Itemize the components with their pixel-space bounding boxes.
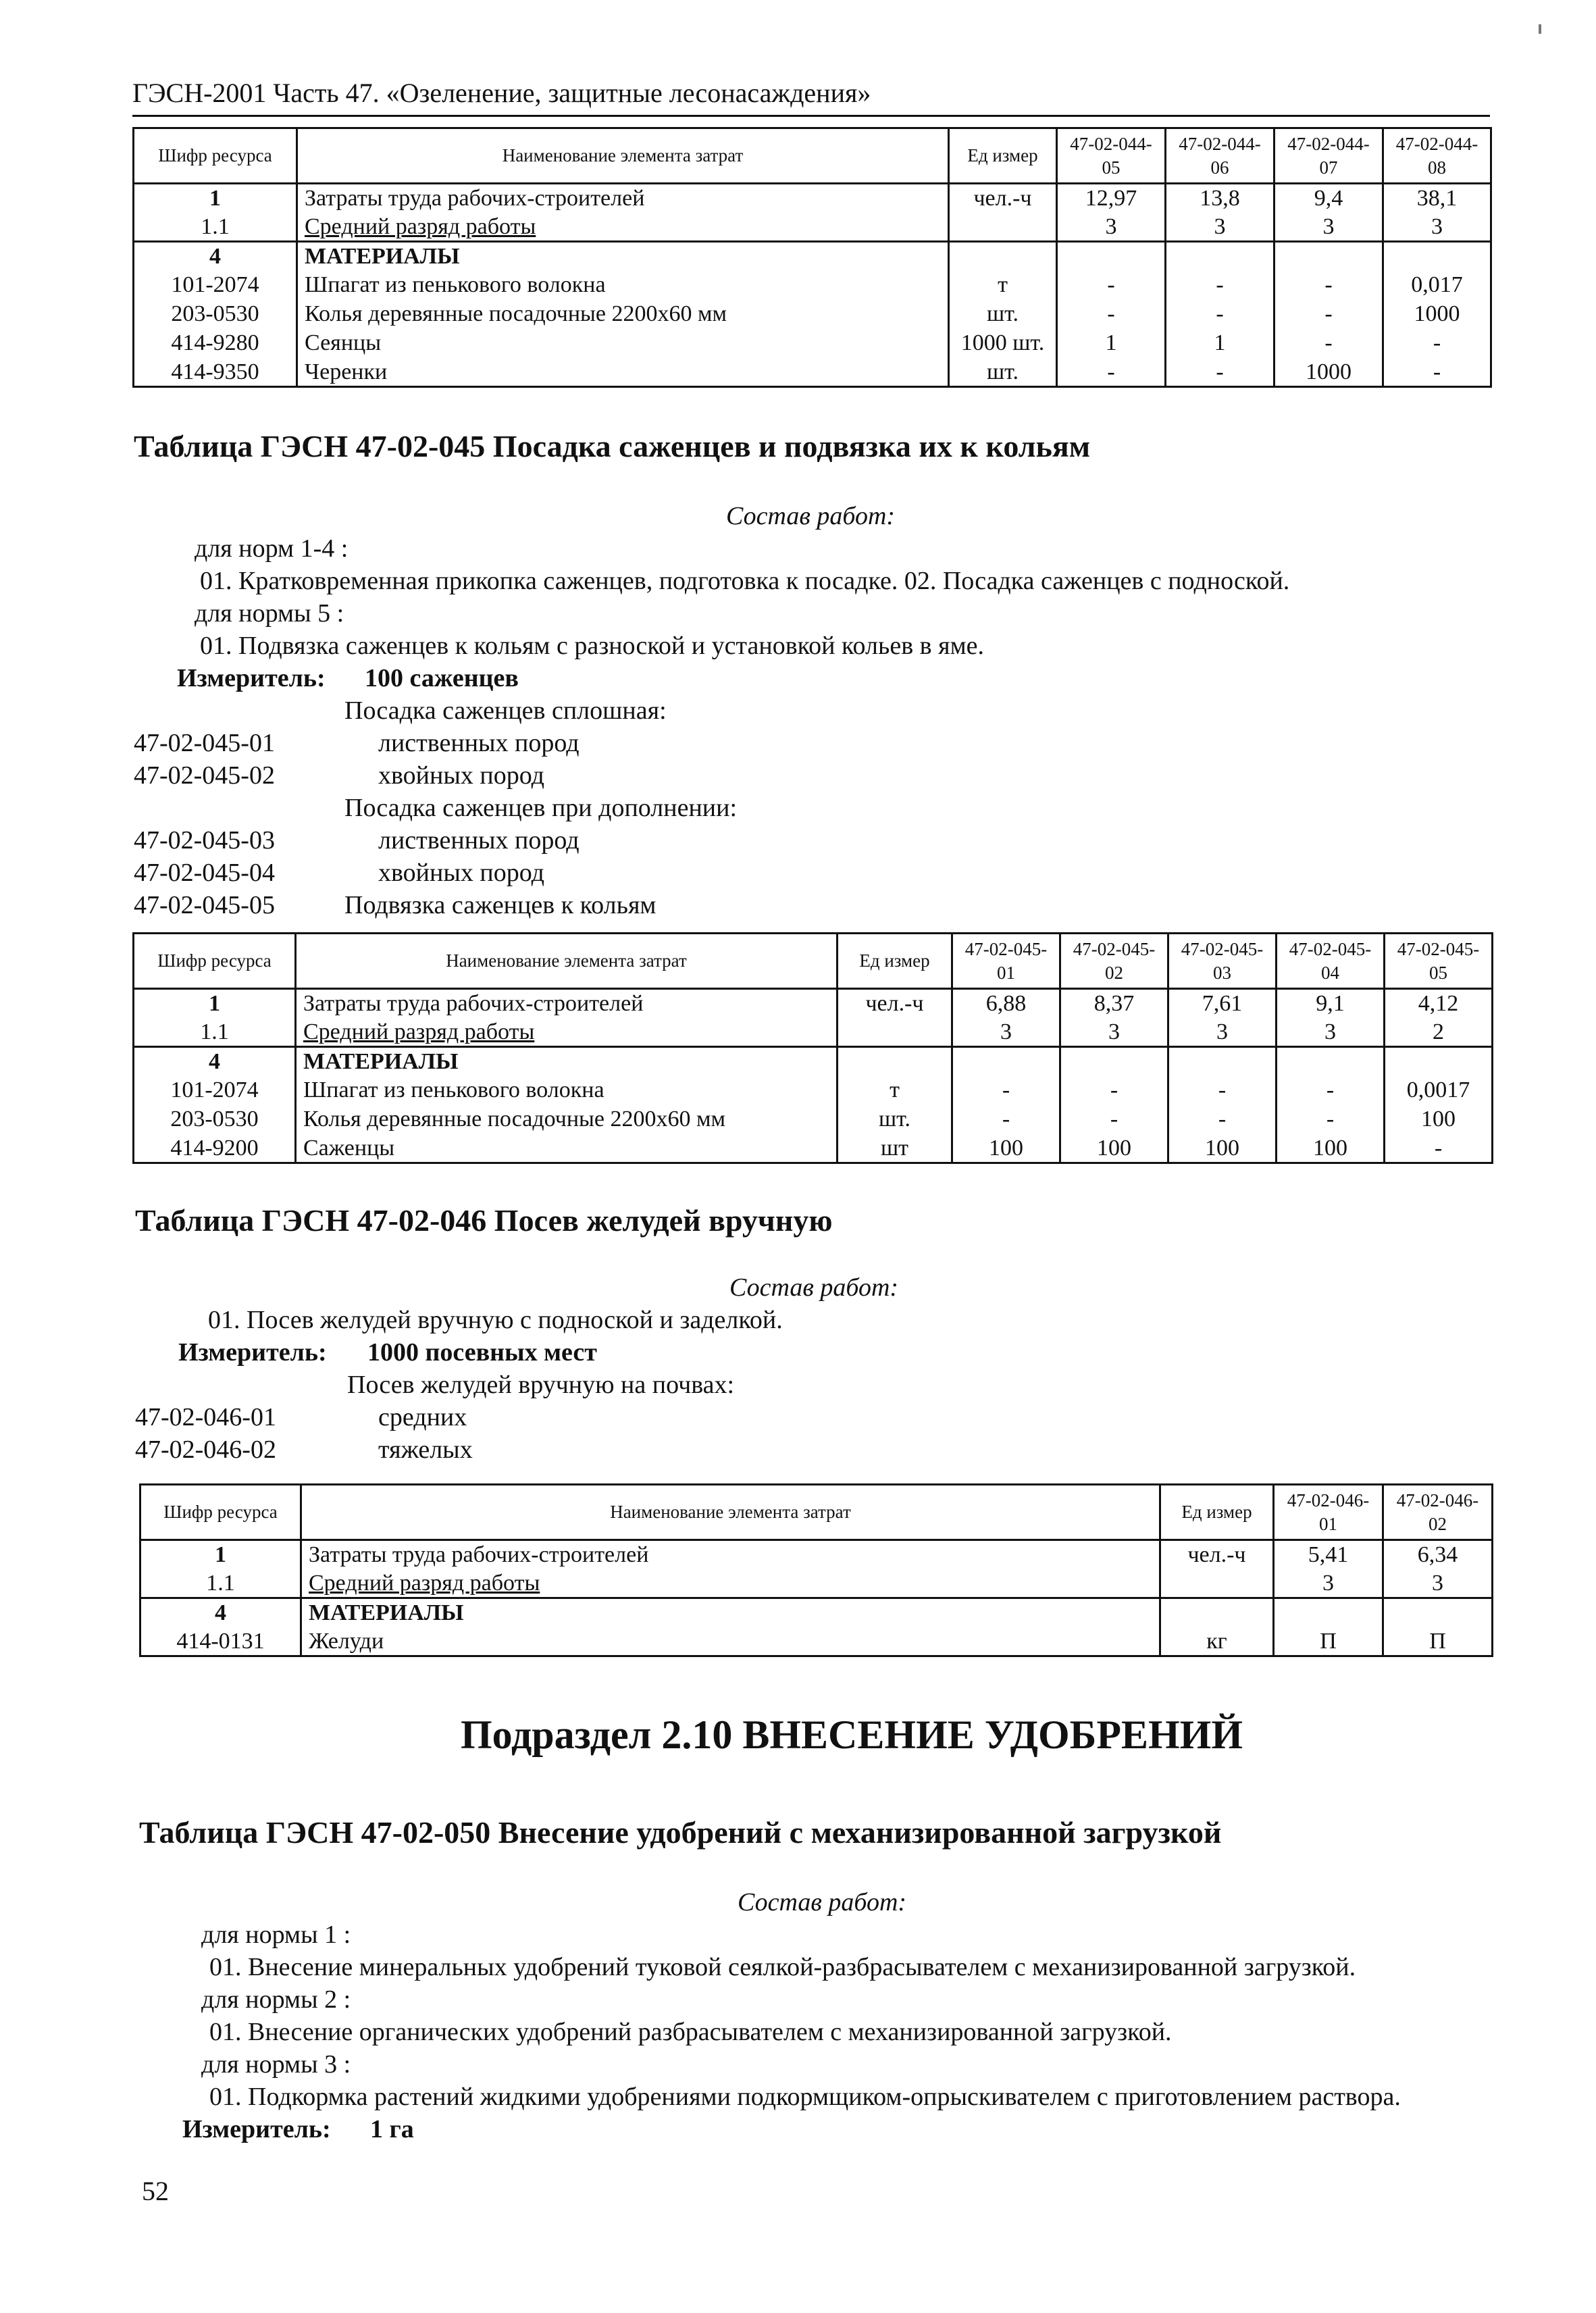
table-cell: 414-9280 [134,329,297,358]
table-cell: 6,34 [1383,1540,1493,1569]
table-cell: 3 [1383,213,1491,242]
table-cell: 1.1 [134,1018,296,1047]
table-cell [1057,242,1166,271]
table-row [134,989,1493,1018]
table-cell: 6,88 [952,989,1060,1018]
table-row [134,213,1491,242]
scan-speck [1539,24,1541,34]
measure-value: 100 саженцев [365,664,519,692]
table-cell: 1000 [1275,358,1383,387]
table-row [134,1047,1493,1076]
table-cell [838,1047,952,1076]
table-cell: - [1060,1076,1168,1105]
table-cell [952,1047,1060,1076]
table-cell: 3 [952,1018,1060,1047]
table-cell: - [1383,358,1491,387]
norm-name: хвойных пород [378,761,544,790]
norm-code: 47-02-045-05 [134,891,275,919]
table-cell: 3 [1383,1569,1493,1598]
column-header: Наименование элемента затрат [296,934,838,989]
table-cell: 3 [1166,213,1275,242]
table-cell [1060,1047,1168,1076]
work-item: 01. Подкормка растений жидкими удобрениями подкормщиком-опрыскивателем с приготовлением раствора. [209,2083,1401,2111]
table-cell [1383,242,1491,271]
table-cell [1275,242,1383,271]
table-cell: 1000 шт. [949,329,1057,358]
table-cell: 100 [1060,1134,1168,1163]
table-cell: 13,8 [1166,184,1275,213]
column-header: 47-02-044-06 [1166,128,1275,184]
table-row [134,300,1491,329]
table-cell [949,242,1057,271]
table-cell: шт [838,1134,952,1163]
resource-table-045 [132,932,1493,1164]
running-head: ГЭСН-2001 Часть 47. «Озеленение, защитные лесонасаждения» [132,78,871,108]
table-cell: Шпагат из пенькового волокна [297,271,949,300]
column-header: 47-02-045-05 [1385,934,1493,989]
table-cell: Затраты труда рабочих-строителей [296,989,838,1018]
table-cell: - [1275,271,1383,300]
table-cell: - [1277,1105,1385,1134]
table-cell: Колья деревянные посадочные 2200х60 мм [296,1105,838,1134]
table-cell: Затраты труда рабочих-строителей [301,1540,1160,1569]
norm-code: 47-02-045-04 [134,859,275,887]
composition-heading: Состав работ: [738,1888,907,1916]
table-cell: 100 [1385,1105,1493,1134]
composition-heading: Состав работ: [726,502,896,530]
measure-value: 1 га [370,2115,414,2143]
table-cell: 3 [1275,213,1383,242]
table-cell: 3 [1057,213,1166,242]
table-cell: 1.1 [140,1569,301,1598]
table-cell: 5,41 [1274,1540,1383,1569]
table-cell: 9,4 [1275,184,1383,213]
table-cell [949,213,1057,242]
norm-name: хвойных пород [378,859,544,887]
table-cell: МАТЕРИАЛЫ [296,1047,838,1076]
resource-table-046 [139,1483,1493,1657]
table-cell: - [1057,358,1166,387]
table-cell: Средний разряд работы [305,213,536,239]
table-cell: - [1166,358,1275,387]
table-cell: - [1275,329,1383,358]
norm-code: 47-02-045-03 [134,826,275,855]
column-header: Наименование элемента затрат [301,1485,1160,1540]
table-cell: 203-0530 [134,300,297,329]
work-item: 01. Внесение минеральных удобрений туковой сеялкой-разбрасывателем с механизированной загрузкой. [209,1953,1356,1981]
table-cell: 3 [1274,1569,1383,1598]
norms-scope: для нормы 5 : [195,599,344,628]
table-cell: Средний разряд работы [309,1570,540,1596]
table-cell: 1 [1166,329,1275,358]
table-cell: 1 [134,184,297,213]
table-cell: 1 [140,1540,301,1569]
table-cell: 1000 [1383,300,1491,329]
header-rule [132,115,1490,117]
table-cell: 101-2074 [134,271,297,300]
norm-code: 47-02-045-01 [134,729,275,757]
table-cell: 100 [1277,1134,1385,1163]
table-cell: 1 [1057,329,1166,358]
table-cell: - [1060,1105,1168,1134]
table-cell: П [1383,1627,1493,1656]
table-cell: шт. [949,358,1057,387]
column-header: 47-02-045-04 [1277,934,1385,989]
table-row [134,242,1491,271]
work-item: 01. Кратковременная прикопка саженцев, подготовка к посадке. 02. Посадка саженцев с подноской. [200,567,1290,595]
table-cell: 3 [1168,1018,1277,1047]
norm-name: лиственных пород [378,729,580,757]
table-cell: - [1168,1076,1277,1105]
table-cell: 3 [1277,1018,1385,1047]
table-cell: - [1385,1134,1493,1163]
table-row [134,1105,1493,1134]
norms-scope: для норм 1-4 : [195,534,349,563]
table-title-046: Таблица ГЭСН 47-02-046 Посев желудей вручную [135,1203,833,1238]
table-cell: 4 [134,1047,296,1076]
work-item: 01. Посев желудей вручную с подноской и заделкой. [208,1306,783,1334]
table-cell: 100 [1168,1134,1277,1163]
table-cell: 38,1 [1383,184,1491,213]
table-row [140,1627,1493,1656]
table-cell: чел.-ч [838,989,952,1018]
table-cell: Колья деревянные посадочные 2200х60 мм [297,300,949,329]
table-cell: П [1274,1627,1383,1656]
table-cell: МАТЕРИАЛЫ [297,242,949,271]
table-cell: 0,017 [1383,271,1491,300]
table-cell: т [838,1076,952,1105]
column-header: 47-02-045-02 [1060,934,1168,989]
norms-scope: для нормы 3 : [201,2050,351,2079]
table-cell: т [949,271,1057,300]
measure-label: Измеритель: [182,2115,331,2143]
column-header: 47-02-045-03 [1168,934,1277,989]
table-row [134,358,1491,387]
table-row [134,184,1491,213]
table-cell: 2 [1385,1018,1493,1047]
table-cell: 4 [140,1598,301,1627]
table-cell [1166,242,1275,271]
table-cell: 12,97 [1057,184,1166,213]
measure-value: 1000 посевных мест [367,1338,597,1367]
table-cell: 414-9350 [134,358,297,387]
norm-group-label: Посадка саженцев сплошная: [344,696,667,725]
column-header: 47-02-046-02 [1383,1485,1493,1540]
norm-name: лиственных пород [378,826,580,855]
table-cell: 7,61 [1168,989,1277,1018]
work-item: 01. Внесение органических удобрений разбрасывателем с механизированной загрузкой. [209,2018,1172,2046]
table-cell: МАТЕРИАЛЫ [301,1598,1160,1627]
table-cell: - [1275,300,1383,329]
table-cell: - [1166,300,1275,329]
table-cell: кг [1160,1627,1274,1656]
norm-code: 47-02-046-01 [135,1403,276,1431]
table-row [134,1076,1493,1105]
table-cell: 1 [134,989,296,1018]
table-cell [1160,1598,1274,1627]
table-cell: - [952,1105,1060,1134]
column-header: Шифр ресурса [140,1485,301,1540]
table-title-045: Таблица ГЭСН 47-02-045 Посадка саженцев и подвязка их к кольям [134,429,1091,463]
table-cell: Шпагат из пенькового волокна [296,1076,838,1105]
table-cell [1383,1598,1493,1627]
column-header: Ед измер [949,128,1057,184]
norm-name: тяжелых [378,1435,473,1464]
column-header: Шифр ресурса [134,934,296,989]
table-cell: 100 [952,1134,1060,1163]
column-header: 47-02-046-01 [1274,1485,1383,1540]
column-header: 47-02-044-08 [1383,128,1491,184]
column-header: 47-02-044-05 [1057,128,1166,184]
table-cell: - [1057,300,1166,329]
table-row [140,1540,1493,1569]
table-cell: - [1383,329,1491,358]
table-cell: 4,12 [1385,989,1493,1018]
table-cell: 203-0530 [134,1105,296,1134]
table-cell: 414-0131 [140,1627,301,1656]
composition-heading: Состав работ: [729,1273,899,1302]
resource-table-044 [132,127,1492,388]
table-cell: - [1057,271,1166,300]
table-cell: шт. [949,300,1057,329]
table-cell: - [952,1076,1060,1105]
column-header: 47-02-045-01 [952,934,1060,989]
table-cell: 101-2074 [134,1076,296,1105]
table-cell: 9,1 [1277,989,1385,1018]
table-row [134,1018,1493,1047]
table-cell [1160,1569,1274,1598]
table-cell: чел.-ч [949,184,1057,213]
table-cell: - [1277,1076,1385,1105]
table-cell [1385,1047,1493,1076]
table-cell [1274,1598,1383,1627]
table-cell: Сеянцы [297,329,949,358]
table-cell [1168,1047,1277,1076]
column-header: Шифр ресурса [134,128,297,184]
page-number: 52 [142,2176,169,2206]
table-row [134,329,1491,358]
table-cell: Саженцы [296,1134,838,1163]
norm-code: 47-02-045-02 [134,761,275,790]
table-cell: 4 [134,242,297,271]
norm-group-label: Посадка саженцев при дополнении: [344,794,738,822]
norm-name: средних [378,1403,467,1431]
table-cell: - [1168,1105,1277,1134]
table-cell: чел.-ч [1160,1540,1274,1569]
table-cell: 414-9200 [134,1134,296,1163]
table-cell: Желуди [301,1627,1160,1656]
column-header: Наименование элемента затрат [297,128,949,184]
norm-code: 47-02-046-02 [135,1435,276,1464]
table-cell: 8,37 [1060,989,1168,1018]
table-cell: Затраты труда рабочих-строителей [297,184,949,213]
table-cell: 3 [1060,1018,1168,1047]
table-cell: 1.1 [134,213,297,242]
table-cell: 0,0017 [1385,1076,1493,1105]
norm-name: Подвязка саженцев к кольям [344,891,657,919]
subsection-title: Подраздел 2.10 ВНЕСЕНИЕ УДОБРЕНИЙ [461,1712,1243,1757]
table-row [134,271,1491,300]
column-header: Ед измер [1160,1485,1274,1540]
norm-group-label: Посев желудей вручную на почвах: [347,1371,735,1399]
table-cell: Черенки [297,358,949,387]
column-header: Ед измер [838,934,952,989]
measure-label: Измеритель: [178,1338,327,1367]
table-cell: - [1166,271,1275,300]
table-cell: Средний разряд работы [303,1019,535,1044]
table-cell: шт. [838,1105,952,1134]
norms-scope: для нормы 1 : [201,1921,351,1949]
work-item: 01. Подвязка саженцев к кольям с разноской и установкой кольев в яме. [200,632,984,660]
measure-label: Измеритель: [177,664,326,692]
table-row [140,1569,1493,1598]
table-row [140,1598,1493,1627]
column-header: 47-02-044-07 [1275,128,1383,184]
table-cell [838,1018,952,1047]
table-title-050: Таблица ГЭСН 47-02-050 Внесение удобрений с механизированной загрузкой [139,1815,1222,1850]
norms-scope: для нормы 2 : [201,1985,351,2014]
table-row [134,1134,1493,1163]
table-cell [1277,1047,1385,1076]
